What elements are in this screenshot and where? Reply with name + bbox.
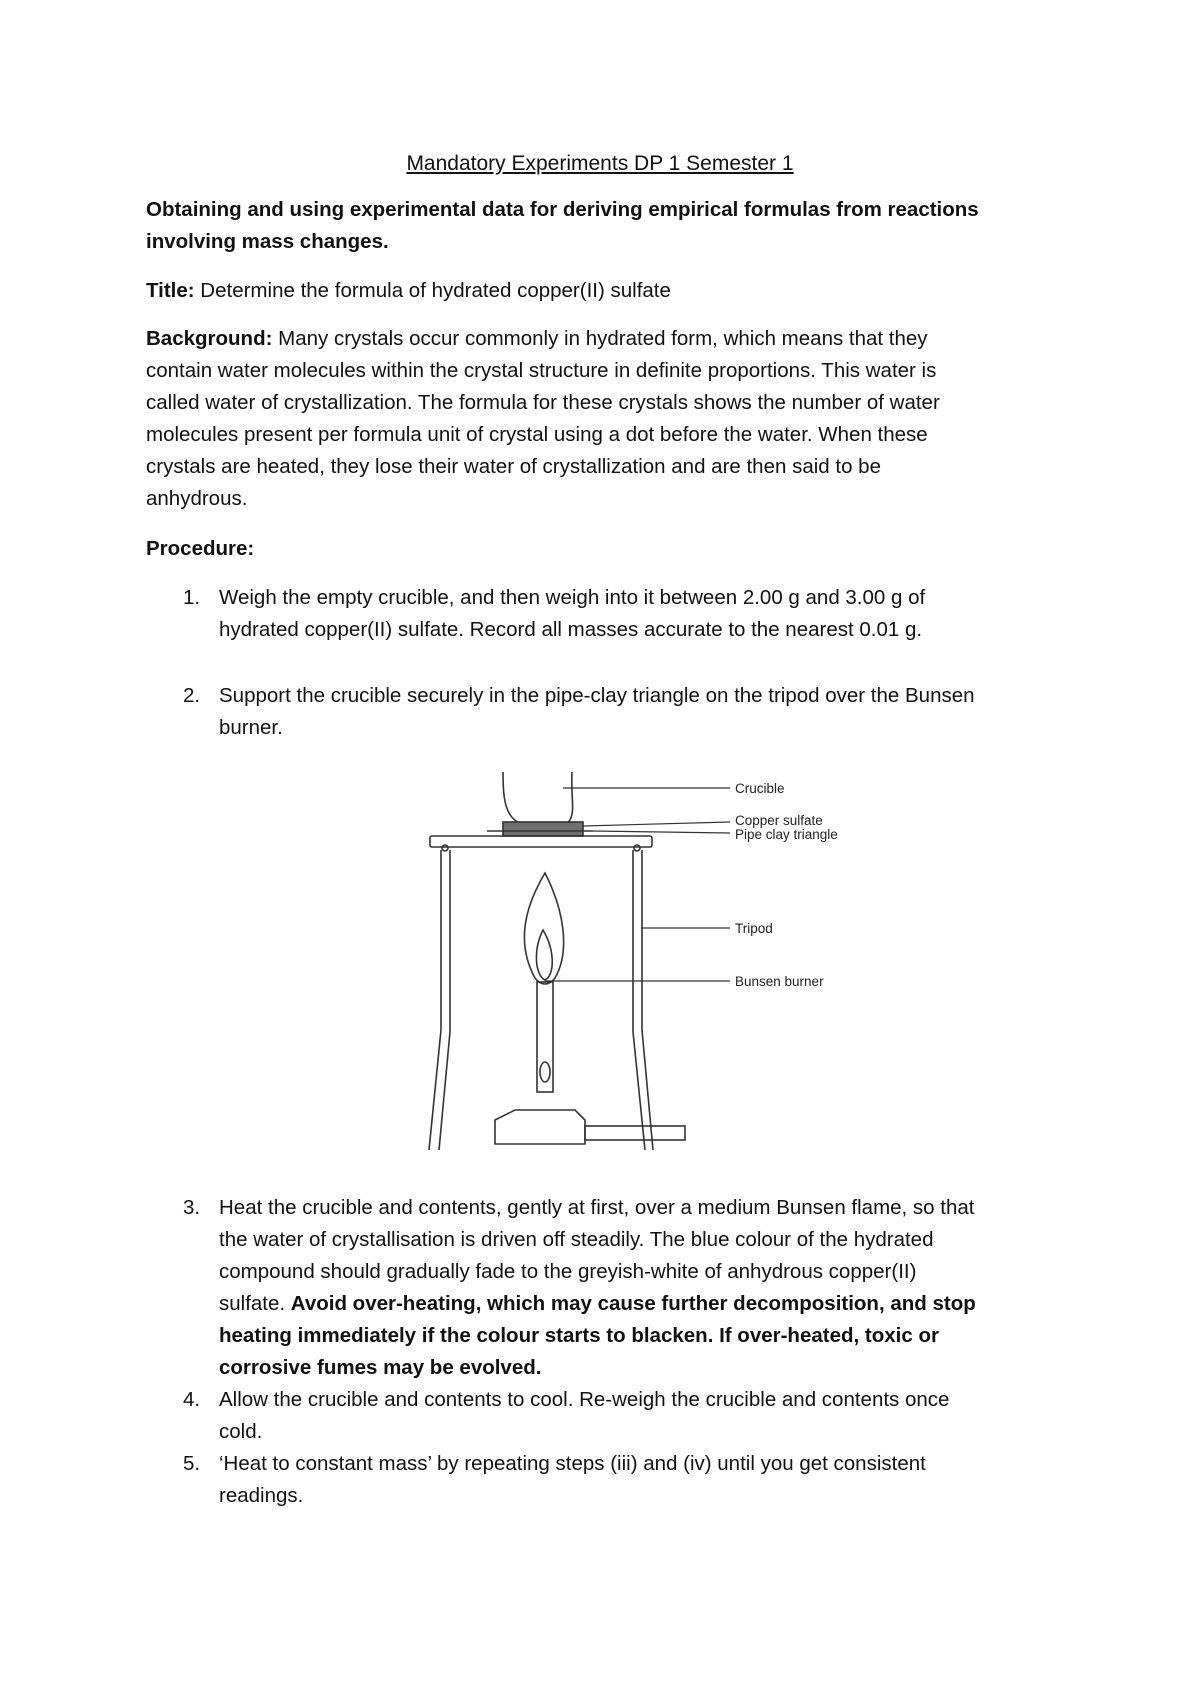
- background-line: molecules present per formula unit of crystal using a dot before the water. When these: [146, 423, 928, 446]
- gas-tube-icon: [585, 1126, 685, 1140]
- crucible-icon: [503, 772, 573, 828]
- title-label: Title:: [146, 279, 195, 302]
- tripod-left-leg-icon: [429, 850, 450, 1150]
- procedure-step: [146, 680, 1066, 744]
- document-title: Mandatory Experiments DP 1 Semester 1: [406, 152, 794, 175]
- background-line: called water of crystallization. The formula for these crystals shows the number of water: [146, 391, 940, 414]
- air-hole-icon: [540, 1062, 550, 1082]
- procedure-step: [146, 1448, 1066, 1512]
- copper-sulfate-layer: [503, 822, 583, 836]
- background-line: contain water molecules within the crystal structure in definite proportions. This water is: [146, 359, 937, 382]
- step-line: cold.: [219, 1420, 263, 1443]
- step-line: compound should gradually fade to the greyish-white of anhydrous copper(II): [219, 1260, 917, 1283]
- procedure-label: Procedure:: [146, 537, 255, 560]
- step-line: sulfate.: [219, 1292, 291, 1315]
- flame-outer-icon: [524, 873, 563, 984]
- background-label: Background:: [146, 327, 273, 350]
- apparatus-diagram: [395, 770, 895, 1170]
- heading-line: Obtaining and using experimental data for deriving empirical formulas from reactions: [146, 198, 979, 221]
- step-line: Weigh the empty crucible, and then weigh into it between 2.00 g and 3.00 g of: [219, 586, 926, 609]
- step-line: the water of crystallisation is driven off steadily. The blue colour of the hydrated: [219, 1228, 934, 1251]
- diagram-label-bunsen-burner: Bunsen burner: [735, 974, 824, 989]
- step-line: Allow the crucible and contents to cool. Re-weigh the crucible and contents once: [219, 1388, 950, 1411]
- step-number: 3.: [183, 1196, 201, 1219]
- step-line: readings.: [219, 1484, 304, 1507]
- experiment-title: [146, 275, 1066, 307]
- background-line: Many crystals occur commonly in hydrated form, which means that they: [272, 327, 928, 350]
- diagram-label-tripod: Tripod: [735, 921, 773, 936]
- procedure-step: [146, 1384, 1066, 1448]
- step-line: Heat the crucible and contents, gently at first, over a medium Bunsen flame, so that: [219, 1196, 975, 1219]
- background-line: anhydrous.: [146, 487, 248, 510]
- step-warning: Avoid over-heating, which may cause further decomposition, and stop: [290, 1292, 976, 1315]
- diagram-label-copper-sulfate: Copper sulfate: [735, 813, 823, 828]
- flame-inner-icon: [536, 930, 552, 980]
- step-warning: corrosive fumes may be evolved.: [219, 1356, 542, 1379]
- title-text: Determine the formula of hydrated copper(II) sulfate: [194, 279, 671, 302]
- step-number: 5.: [183, 1452, 201, 1475]
- step-warning: heating immediately if the colour starts to blacken. If over-heated, toxic or: [219, 1324, 939, 1347]
- burner-base-icon: [495, 1110, 585, 1144]
- step-line: Support the crucible securely in the pipe-clay triangle on the tripod over the Bunsen: [219, 684, 975, 707]
- section-heading: [146, 194, 1066, 258]
- background-paragraph: [146, 323, 1066, 515]
- heading-line: involving mass changes.: [146, 230, 389, 253]
- diagram-label-crucible: Crucible: [735, 781, 785, 796]
- step-line: hydrated copper(II) sulfate. Record all masses accurate to the nearest 0.01 g.: [219, 618, 923, 641]
- procedure-steps: [146, 582, 1066, 744]
- step-number: 2.: [183, 684, 201, 707]
- step-number: 1.: [183, 586, 201, 609]
- step-line: ‘Heat to constant mass’ by repeating steps (iii) and (iv) until you get consistent: [219, 1452, 926, 1475]
- tripod-top-icon: [430, 836, 652, 847]
- tripod-right-leg-icon: [633, 850, 653, 1150]
- step-number: 4.: [183, 1388, 201, 1411]
- burner-tube-icon: [537, 982, 553, 1092]
- apparatus-svg: [395, 770, 895, 1170]
- step-line: burner.: [219, 716, 283, 739]
- diagram-label-pipe-clay-triangle: Pipe clay triangle: [735, 827, 838, 842]
- background-line: crystals are heated, they lose their water of crystallization and are then said to be: [146, 455, 881, 478]
- procedure-steps-continued: [146, 1192, 1066, 1512]
- procedure-step: [146, 1192, 1066, 1384]
- procedure-step: [146, 582, 1066, 646]
